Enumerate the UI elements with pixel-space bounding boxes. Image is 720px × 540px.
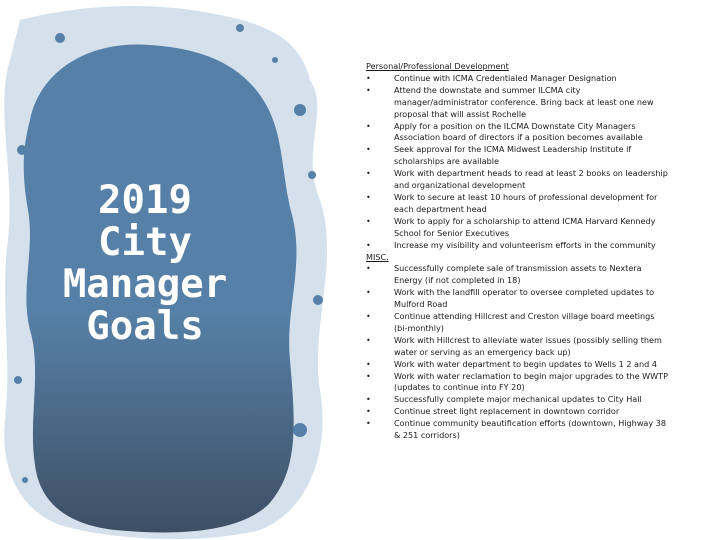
list-item: • Increase my visibility and volunteerism efforts in the community [366, 239, 656, 250]
list-item: • Apply for a position on the ILCMA Downstate City Managers Association board of directors if a position becomes available [366, 120, 643, 143]
list-item: • Work with Hillcrest to alleviate water issues (possibly selling them water or serving as an emergency back up) [366, 334, 662, 357]
list-item: • Continue street light replacement in downtown corridor [366, 406, 620, 417]
section-personal-development [366, 61, 670, 252]
section-heading: MISC. [366, 251, 389, 262]
list-item: • Work to apply for a scholarship to attend ICMA Harvard Kennedy School for Senior Executives [366, 215, 656, 238]
section-misc [366, 252, 670, 443]
title-line-manager: Manager [62, 262, 228, 307]
list-item: • Work with department heads to read at least 2 books on leadership and organizational development [366, 168, 668, 191]
list-item: • Continue attending Hillcrest and Creston village board meetings (bi-monthly) [366, 311, 655, 333]
list-item: • Work with water reclamation to begin major upgrades to the WWTP (updates to continue into FY 20) [366, 370, 668, 393]
section-heading: Personal/Professional Development [366, 61, 509, 71]
list-item: • Attend the downstate and summer ILCMA city manager/administrator conference. Bring back at least one new proposal that will assist Rochelle [366, 84, 654, 119]
slide-title [30, 180, 260, 348]
list-item: • Successfully complete major mechanical updates to City Hall [366, 394, 642, 405]
goals-content [366, 61, 670, 442]
list-item: • Work with water department to begin updates to Wells 1 2 and 4 [366, 358, 657, 369]
title-line-year: 2019 [98, 178, 192, 223]
list-item: • Work with the landfill operator to oversee completed updates to Mulford Road [366, 287, 655, 310]
title-line-goals: Goals [86, 304, 204, 349]
list-item: • Continue community beautification efforts (downtown, Highway 38 & 251 corridors) [366, 418, 667, 441]
title-line-city: City [98, 220, 192, 265]
list-item: • Seek approval for the ICMA Midwest Leadership Institute if scholarships are available [366, 144, 632, 167]
list-item: • Continue with ICMA Credentialed Manager Designation [366, 72, 617, 83]
goal-list [366, 73, 670, 252]
goal-list [366, 263, 670, 442]
list-item: • Work to secure at least 10 hours of professional development for each department head [366, 191, 658, 214]
list-item: • Successfully complete sale of transmission assets to Nextera Energy (if not completed in 18) [366, 263, 642, 286]
